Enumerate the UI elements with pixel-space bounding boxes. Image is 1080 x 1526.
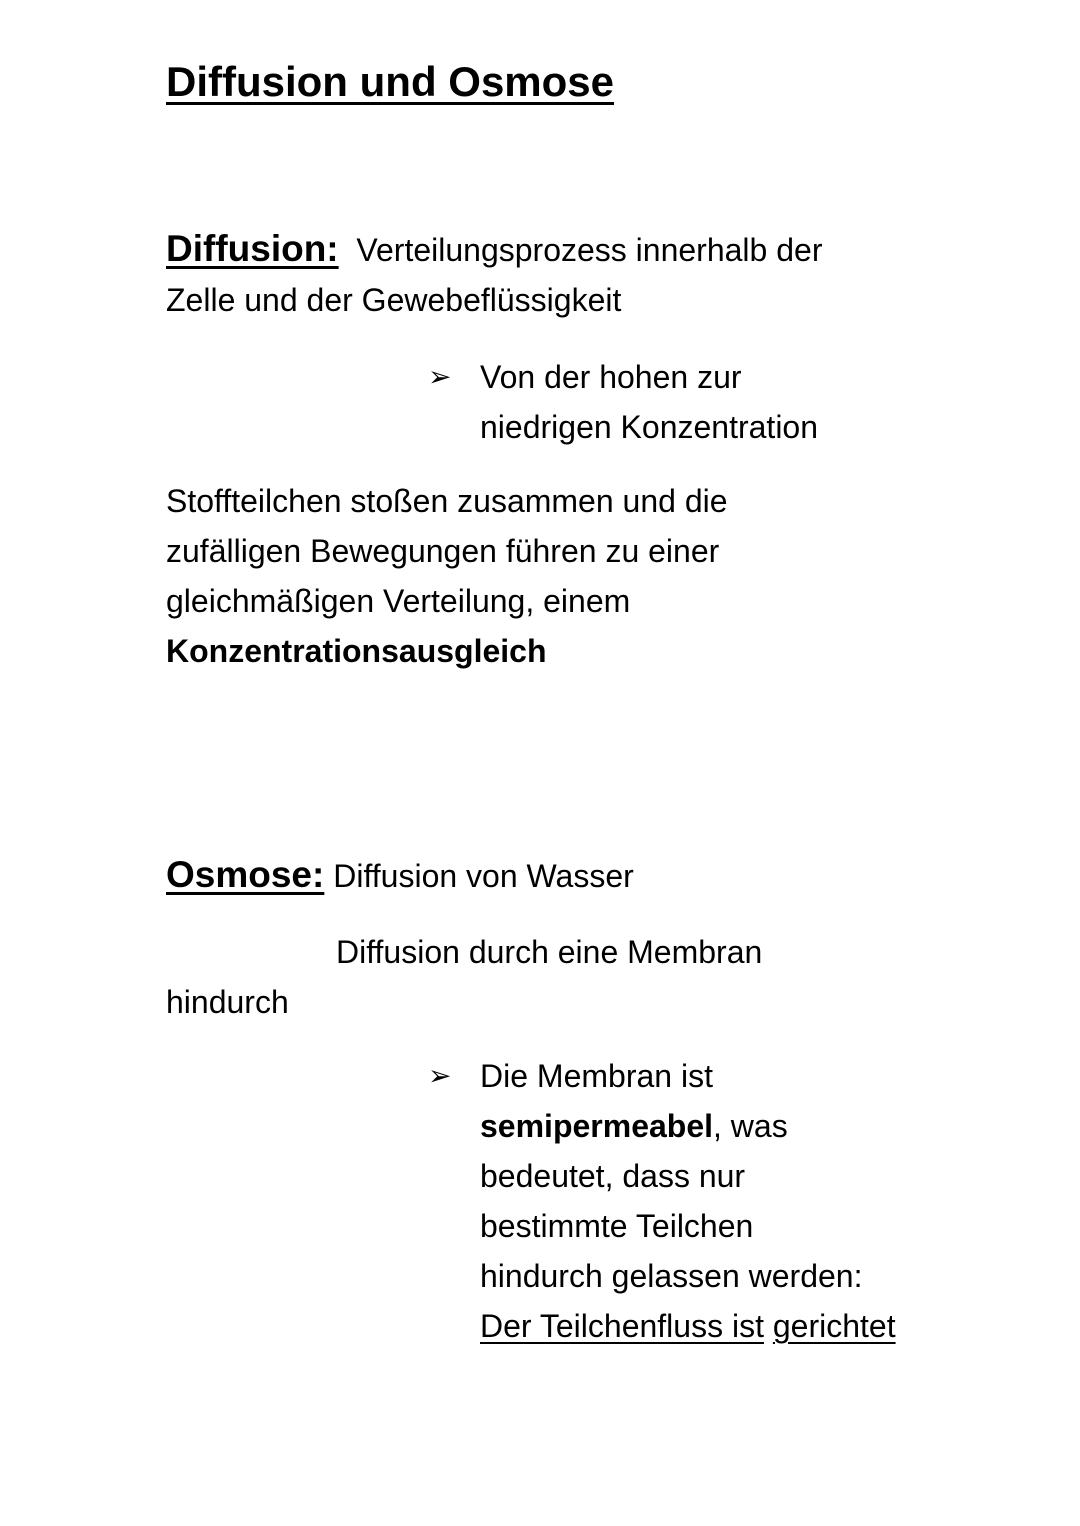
osmose-definition <box>166 850 634 901</box>
diffusion-bullet-line2: niedrigen Konzentration <box>480 409 819 445</box>
osmose-bullet-line6: Der Teilchenfluss ist <box>480 1308 764 1344</box>
osmose-bullet <box>428 1051 896 1351</box>
diffusion-para-line1: Stoffteilchen stoßen zusammen und die <box>166 483 728 519</box>
osmose-term: Osmose: <box>166 854 325 895</box>
arrow-bullet-icon: ➢ <box>428 1060 452 1091</box>
diffusion-term: Diffusion: <box>166 228 339 269</box>
arrow-bullet-icon: ➢ <box>428 361 452 392</box>
osmose-bullet-line7: gerichtet <box>772 1308 896 1344</box>
osmose-definition-text: Diffusion von Wasser <box>333 858 634 894</box>
semipermeabel-term: semipermeabel <box>480 1108 714 1144</box>
diffusion-definition-line2: Zelle und der Gewebeflüssigkeit <box>166 282 622 318</box>
osmose-bullet-line3: bedeutet, dass nur <box>480 1158 746 1194</box>
osmose-bullet-line5: hindurch gelassen werden: <box>480 1258 863 1294</box>
diffusion-bullet <box>428 352 818 452</box>
osmose-bullet-line1: Die Membran ist <box>480 1058 713 1094</box>
osmose-sub-line1: Diffusion durch eine Membran <box>336 934 763 970</box>
osmose-sub-line2: hindurch <box>166 984 289 1020</box>
osmose-bullet-line4: bestimmte Teilchen <box>480 1208 754 1244</box>
diffusion-definition-line1: Verteilungsprozess innerhalb der <box>356 232 823 268</box>
page-title: Diffusion und Osmose <box>166 58 615 105</box>
osmose-bullet-line2-rest: , was <box>713 1108 788 1144</box>
diffusion-para-line2: zufälligen Bewegungen führen zu einer <box>166 533 720 569</box>
osmose-bullet-line2 <box>480 1101 896 1151</box>
diffusion-definition <box>166 224 822 325</box>
diffusion-bullet-line1: Von der hohen zur <box>480 359 742 395</box>
diffusion-paragraph <box>166 476 728 676</box>
diffusion-para-line3: gleichmäßigen Verteilung, einem <box>166 583 631 619</box>
diffusion-para-line4: Konzentrationsausgleich <box>166 633 547 669</box>
